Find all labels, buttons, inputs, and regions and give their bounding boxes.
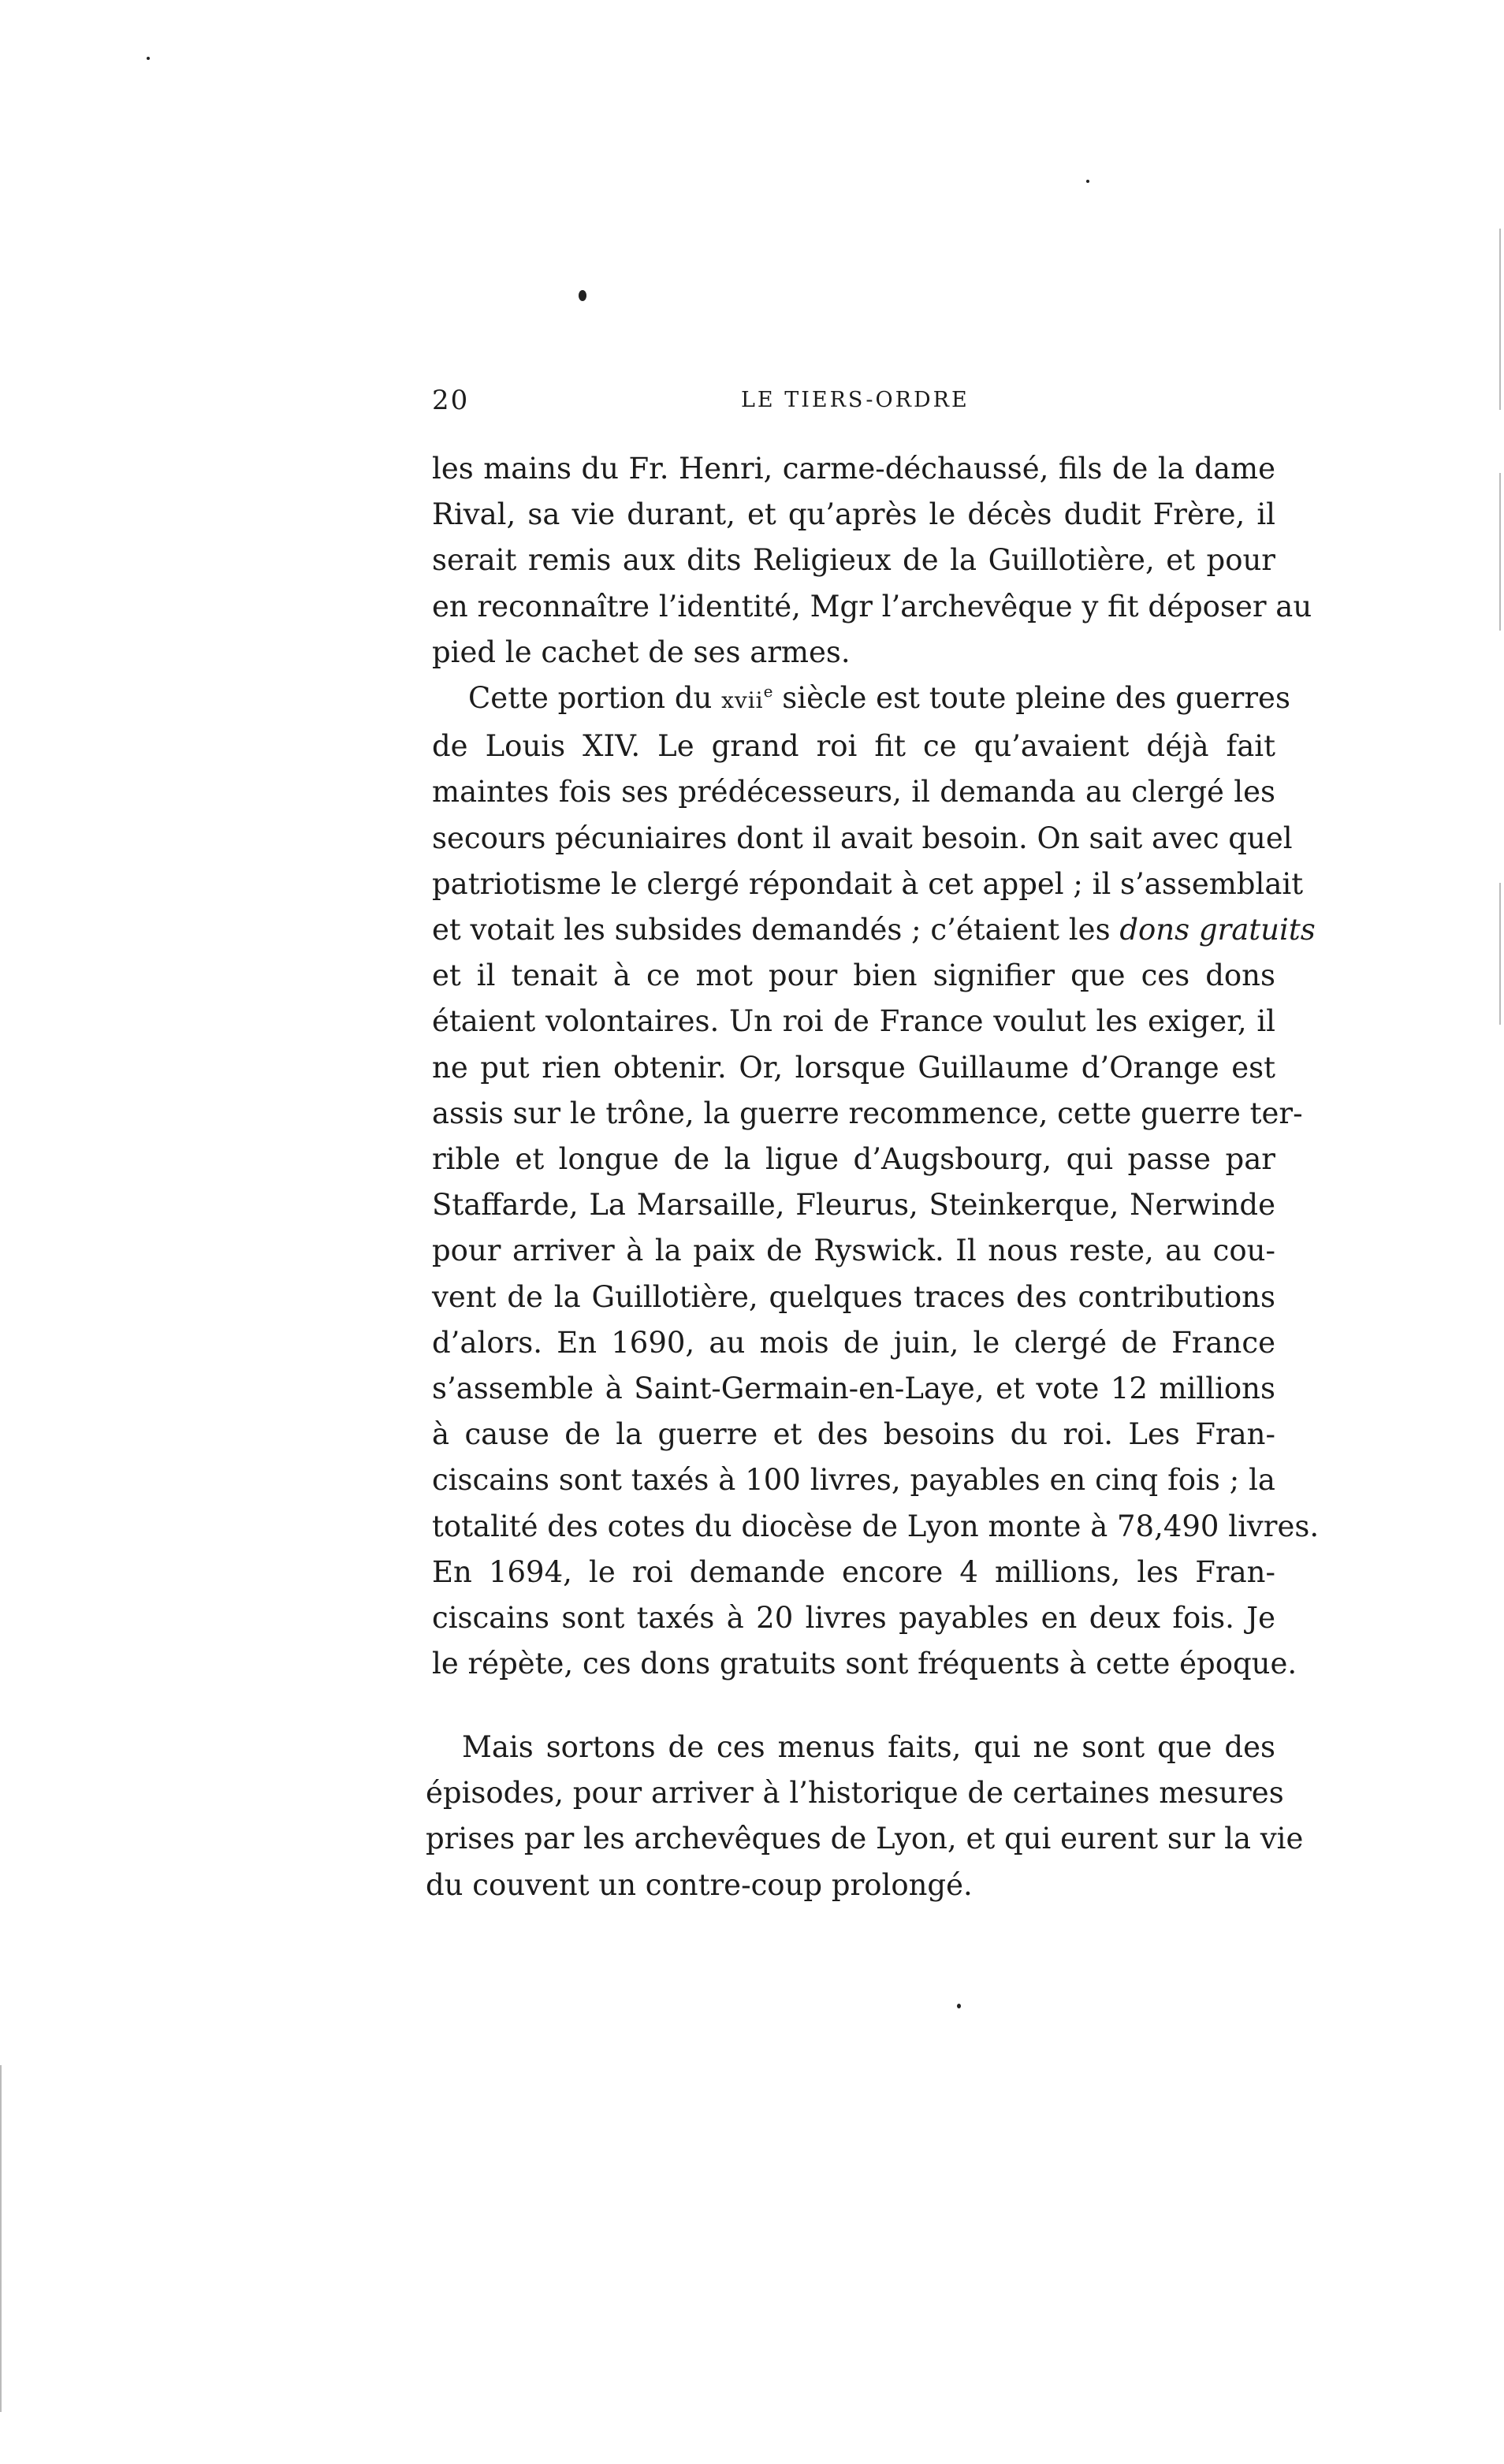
text-line: de Louis XIV. Le grand roi fit ce qu’avaient déjà fait: [432, 729, 1275, 764]
text-segment: Cette portion du: [468, 681, 722, 715]
text-line: serait remis aux dits Religieux de la Guillotière, et pour: [432, 543, 1275, 578]
text-line: rible et longue de la ligue d’Augsbourg, qui passe par: [432, 1142, 1275, 1177]
text-line: vent de la Guillotière, quelques traces des contributions: [432, 1279, 1275, 1314]
text-line: s’assemble à Saint-Germain-en-Laye, et vote 12 millions: [432, 1372, 1275, 1406]
paragraph-2: [432, 676, 1320, 1687]
text-line: et il tenait à ce mot pour bien signifier que ces dons: [432, 958, 1275, 993]
running-title: LE TIERS-ORDRE: [741, 388, 970, 412]
text-line: les mains du Fr. Henri, carme-déchaussé, fils de la dame: [432, 452, 1275, 486]
text-line: Staffarde, La Marsaille, Fleurus, Steinkerque, Nerwinde: [432, 1188, 1275, 1223]
text-line: [432, 907, 1316, 953]
paragraph-1: [432, 446, 1312, 676]
text-line: assis sur le trône, la guerre recommence, cette guerre ter-: [432, 1096, 1303, 1130]
text-line: pour arriver à la paix de Ryswick. Il nous reste, au cou-: [432, 1234, 1275, 1268]
text-segment: et votait les subsides demandés ; c’étaient les: [432, 913, 1120, 947]
text-line: pied le cachet de ses armes.: [432, 635, 851, 669]
text-line: Mais sortons de ces menus faits, qui ne sont que des: [462, 1730, 1275, 1764]
page-edge-mark: [1499, 883, 1501, 1025]
ink-speck: [579, 290, 586, 301]
page-edge-mark: [1499, 229, 1501, 410]
text-line: du couvent un contre-coup prolongé.: [426, 1867, 973, 1902]
text-line: maintes fois ses prédécesseurs, il demanda au clergé les: [432, 775, 1275, 810]
text-line: prises par les archevêques de Lyon, et qui eurent sur la vie: [426, 1822, 1304, 1856]
text-segment: siècle est toute pleine des guerres: [772, 681, 1290, 715]
paragraph-3: [426, 1725, 1304, 1908]
text-line: ciscains sont taxés à 100 livres, payables en cinq fois ; la: [432, 1463, 1275, 1498]
text-line: d’alors. En 1690, au mois de juin, le clergé de France: [432, 1325, 1275, 1360]
text-line: ne put rien obtenir. Or, lorsque Guillaume d’Orange est: [432, 1050, 1275, 1085]
text-line: le répète, ces dons gratuits sont fréquents à cette époque.: [432, 1647, 1297, 1681]
century-numeral: xvii: [721, 687, 764, 713]
italic-term: dons gratuits: [1119, 913, 1316, 947]
page-edge-mark: [1499, 473, 1501, 631]
text-line: En 1694, le roi demande encore 4 millions, les Fran-: [432, 1554, 1275, 1589]
text-line: [432, 676, 1290, 724]
page-edge-mark: [0, 2065, 2, 2412]
running-head: [432, 385, 1275, 421]
text-line: Rival, sa vie durant, et qu’après le décès dudit Frère, il: [432, 497, 1275, 532]
ink-speck: [1086, 180, 1089, 183]
text-line: à cause de la guerre et des besoins du roi. Les Fran-: [432, 1417, 1275, 1452]
text-line: épisodes, pour arriver à l’historique de certaines mesures: [426, 1776, 1284, 1811]
text-line: totalité des cotes du diocèse de Lyon monte à 78,490 livres.: [432, 1509, 1320, 1543]
text-line: patriotisme le clergé répondait à cet appel ; il s’assemblait: [432, 866, 1304, 901]
ordinal-superscript: e: [763, 682, 773, 701]
text-line: en reconnaître l’identité, Mgr l’archevêque y fit déposer au: [432, 589, 1312, 623]
text-line: ciscains sont taxés à 20 livres payables en deux fois. Je: [432, 1601, 1275, 1636]
ink-speck: [147, 57, 150, 60]
page-number: 20: [432, 385, 470, 416]
text-line: secours pécuniaires dont il avait besoin. On sait avec quel: [432, 821, 1293, 855]
text-line: étaient volontaires. Un roi de France voulut les exiger, il: [432, 1004, 1275, 1039]
ink-speck: [957, 2004, 961, 2008]
